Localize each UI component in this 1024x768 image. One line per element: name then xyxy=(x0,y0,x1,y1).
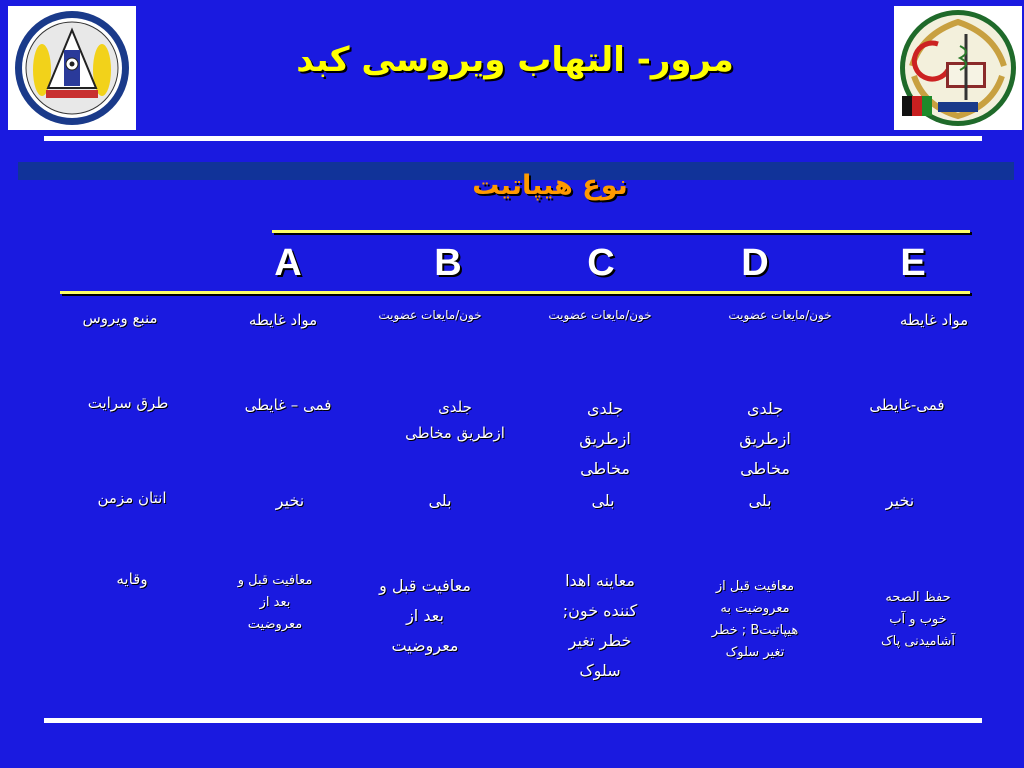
header-top-rule xyxy=(272,230,970,233)
cell-source-a: مواد غایطه xyxy=(248,311,318,329)
cell-prevention-c: معاینه اهدا کننده خون; خطر تغیر سلوک xyxy=(562,571,638,680)
cell-source-c: خون/مایعات عضویت xyxy=(548,308,652,322)
cell-transmission-a: فمی – غایطی xyxy=(244,396,332,414)
ministry-emblem-icon xyxy=(8,6,136,130)
table-heading: نوع هیپاتیت xyxy=(472,170,628,201)
row-label-prevention: وقایه xyxy=(116,570,148,588)
cell-source-e: مواد غایطه xyxy=(899,311,969,329)
footer-divider xyxy=(44,718,982,723)
type-header-e: E xyxy=(900,242,926,284)
cell-chronic-e: نخیر xyxy=(885,491,915,510)
cell-source-d: خون/مایعات عضویت xyxy=(728,308,832,322)
cell-prevention-d: معافیت قبل از معروضیت به هیپاتیتB ; خطر تغیر سلوک xyxy=(711,579,799,660)
medical-committee-logo xyxy=(894,6,1022,130)
cell-prevention-b: معافیت قبل و بعد از معروضیت xyxy=(379,576,471,655)
cell-prevention-e: حفظ الصحه خوب و آب آشامیدنی پاک xyxy=(881,590,955,649)
row-label-source: منبع ویروس xyxy=(82,309,158,327)
type-header-a: A xyxy=(274,242,302,284)
cell-transmission-c: جلدی ازطریق مخاطی xyxy=(579,399,631,478)
ministry-logo xyxy=(8,6,136,130)
slide-title: مرور- التهاب ویروسی کبد xyxy=(296,40,734,80)
type-header-b: B xyxy=(434,242,462,284)
row-label-transmission: طرق سرایت xyxy=(87,394,169,412)
cell-transmission-b: جلدی ازطریق مخاطی xyxy=(405,398,505,442)
cell-chronic-c: بلی xyxy=(591,491,615,510)
row-label-chronic: انتان مزمن xyxy=(97,489,167,507)
cell-source-b: خون/مایعات عضویت xyxy=(378,308,482,322)
cell-transmission-d: جلدی ازطریق مخاطی xyxy=(739,399,791,478)
type-header-d: D xyxy=(741,242,769,284)
cell-chronic-b: بلی xyxy=(428,491,452,510)
cell-chronic-a: نخیر xyxy=(275,491,305,510)
cell-chronic-d: بلی xyxy=(748,491,772,510)
medical-committee-emblem-icon xyxy=(894,6,1022,130)
title-divider xyxy=(44,136,982,141)
header-bottom-rule xyxy=(60,291,970,294)
type-header-c: C xyxy=(587,242,615,284)
cell-prevention-a: معافیت قبل و بعد از معروضیت xyxy=(237,573,313,632)
cell-transmission-e: فمی-غایطی xyxy=(869,396,945,414)
